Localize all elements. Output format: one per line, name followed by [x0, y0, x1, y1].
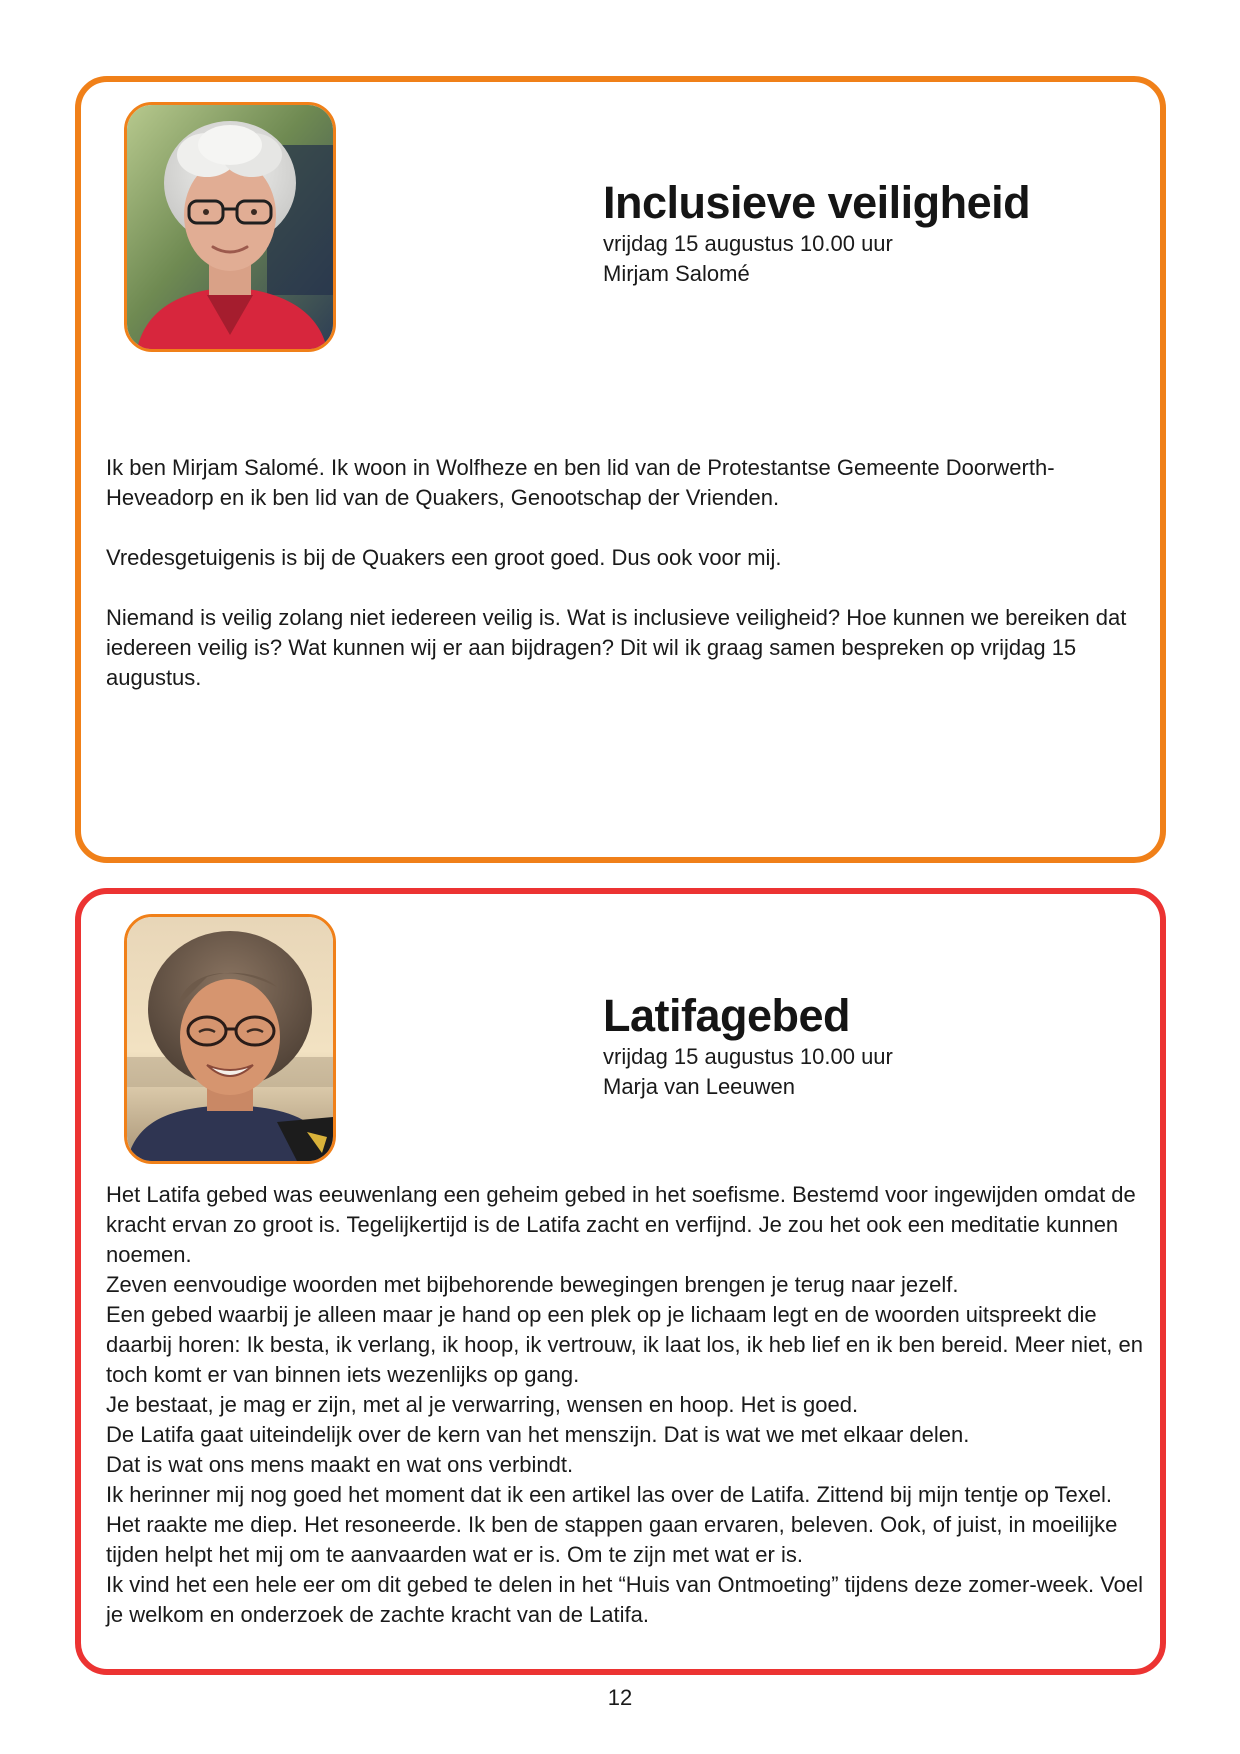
session-date-time: vrijdag 15 augustus 10.00 uur	[603, 231, 893, 256]
speaker-photo-mirjam-salome	[124, 102, 336, 352]
speaker-photo-marja-van-leeuwen	[124, 914, 336, 1164]
session-header	[603, 177, 1143, 289]
portrait-illustration	[127, 917, 333, 1161]
session-description	[106, 1180, 1146, 1630]
session-header	[603, 990, 1143, 1102]
description-paragraph: Ik ben Mirjam Salomé. Ik woon in Wolfheze en ben lid van de Protestantse Gemeente Doorwerth-Heveadorp en ik ben lid van de Quakers, Genootschap der Vrienden.	[106, 455, 1055, 510]
session-card-latifagebed	[75, 888, 1166, 1675]
session-title: Inclusieve veiligheid	[603, 177, 1031, 228]
description-paragraph: Je bestaat, je mag er zijn, met al je verwarring, wensen en hoop. Het is goed.	[106, 1392, 859, 1417]
session-date-time: vrijdag 15 augustus 10.00 uur	[603, 1044, 893, 1069]
description-paragraph: Vredesgetuigenis is bij de Quakers een groot goed. Dus ook voor mij.	[106, 545, 782, 570]
description-paragraph: Niemand is veilig zolang niet iedereen veilig is. Wat is inclusieve veiligheid? Hoe kunnen we bereiken dat iedereen veilig is? Wat kunnen wij er aan bijdragen? Dit wil ik graag samen bespreken op vrijdag 15 augustus.	[106, 605, 1127, 690]
description-paragraph: Dat is wat ons mens maakt en wat ons verbindt.	[106, 1452, 574, 1477]
session-speaker: Mirjam Salomé	[603, 261, 750, 286]
description-paragraph: Ik vind het een hele eer om dit gebed te delen in het “Huis van Ontmoeting” tijdens deze zomer-week. Voel je welkom en onderzoek de zachte kracht van de Latifa.	[106, 1572, 1144, 1627]
page-number: 12	[607, 1685, 633, 1710]
session-card-inclusieve-veiligheid	[75, 76, 1166, 863]
description-paragraph: Ik herinner mij nog goed het moment dat ik een artikel las over de Latifa. Zittend bij mijn tentje op Texel. Het raakte me diep. Het resoneerde. Ik ben de stappen gaan ervaren, beleven. Ook, of juist, in moeilijke tijden helpt het mij om te aanvaarden wat er is. Om te zijn met wat er is.	[106, 1482, 1118, 1567]
description-paragraph: Zeven eenvoudige woorden met bijbehorende bewegingen brengen je terug naar jezelf.	[106, 1272, 959, 1297]
session-title: Latifagebed	[603, 990, 851, 1041]
description-paragraph: Een gebed waarbij je alleen maar je hand op een plek op je lichaam legt en de woorden uitspreekt die daarbij horen: Ik besta, ik verlang, ik hoop, ik vertrouw, ik laat los, ik heb lief en ik ben bereid. Meer niet, en toch komt er van binnen iets wezenlijks op gang.	[106, 1302, 1143, 1387]
description-paragraph: Het Latifa gebed was eeuwenlang een geheim gebed in het soefisme. Bestemd voor ingewijden omdat de kracht ervan zo groot is. Tegelijkertijd is de Latifa zacht en verfijnd. Je zou het ook een meditatie kunnen noemen.	[106, 1182, 1136, 1267]
session-speaker: Marja van Leeuwen	[603, 1074, 796, 1099]
portrait-illustration	[127, 105, 333, 349]
session-description	[106, 453, 1146, 693]
description-paragraph: De Latifa gaat uiteindelijk over de kern van het menszijn. Dat is wat we met elkaar delen.	[106, 1422, 970, 1447]
